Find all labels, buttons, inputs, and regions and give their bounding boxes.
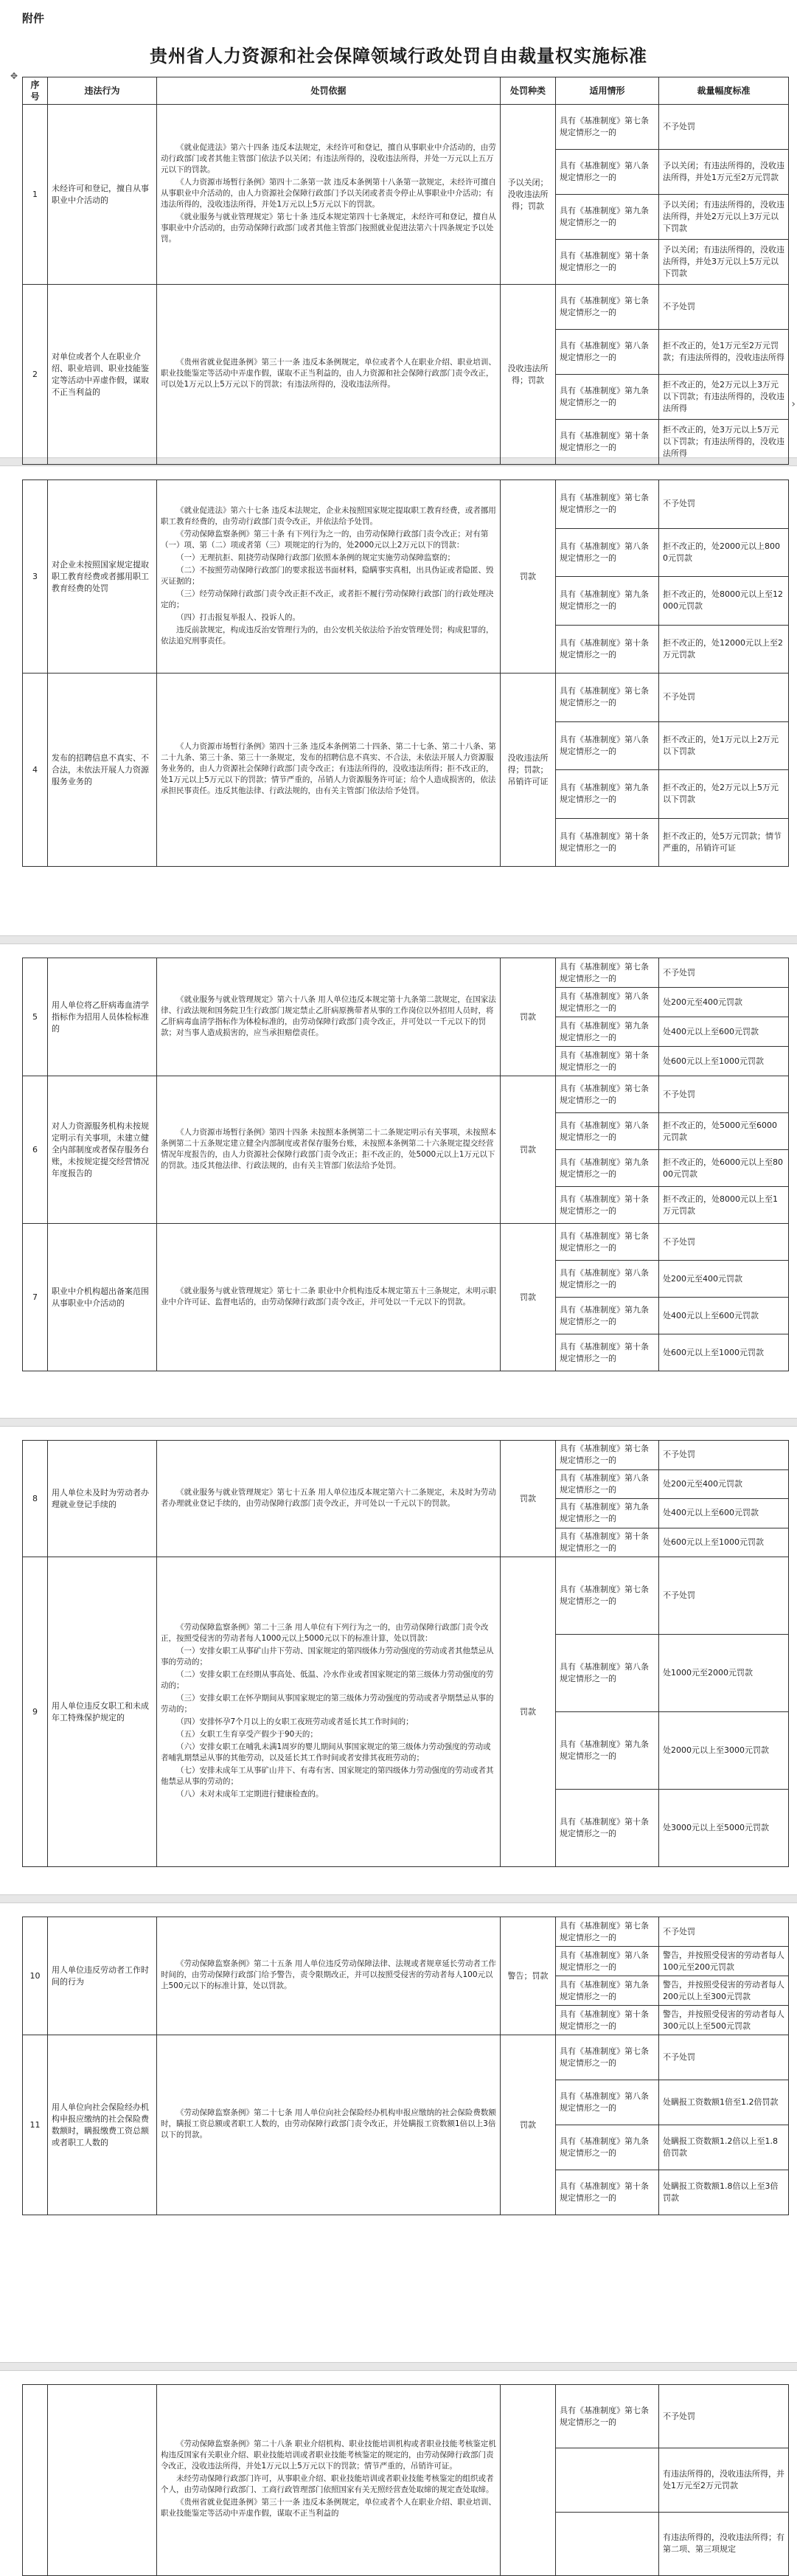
discretion-standard: 处400元以上至600元罚款 <box>659 1499 789 1528</box>
discretion-standard: 处1000元至2000元罚款 <box>659 1635 789 1712</box>
basis-paragraph: 《劳动保障监察条例》第二十三条 用人单位有下列行为之一的，由劳动保障行政部门责令改正，按照受侵害的劳动者每人1000元以上5000元以下的标准计算，处以罚款： <box>161 1623 489 1643</box>
penalty-basis <box>157 1557 501 1867</box>
penalty-type <box>501 2385 556 2576</box>
basis-paragraph: 《人力资源市场暂行条例》第四十二条第一款 违反本条例第十八条第一款规定，未经许可擅自从事职业中介活动的，由人力资源社会保障行政部门予以关闭或者责令停止从事职业中介活动；有违法所得的，没收违法所得，并处1万元以上5万元以下的罚款。 <box>161 178 496 209</box>
applicable-situation: 具有《基准制度》第九条规定情形之一的 <box>556 1150 659 1187</box>
discretion-standard: 拒不改正的，处3万元以上5万元以下罚款；有违法所得的，没收违法所得 <box>659 420 789 465</box>
column-header: 处罚依据 <box>157 77 501 105</box>
table-row <box>23 105 789 150</box>
applicable-situation: 具有《基准制度》第十条规定情形之一的 <box>556 625 659 674</box>
basis-paragraph: 《劳动保障监察条例》第二十五条 用人单位违反劳动保障法律、法规或者规章延长劳动者工作时间的，由劳动保障行政部门给予警告，责令限期改正，并可以按照受侵害的劳动者每人100元以上500元以下的标准计算，处以罚款。 <box>161 1959 496 1990</box>
applicable-situation: 具有《基准制度》第八条规定情形之一的 <box>556 1469 659 1499</box>
discretion-standard: 拒不改正的，处8000元以上至12000元罚款 <box>659 577 789 626</box>
row-number: 5 <box>23 958 48 1076</box>
applicable-situation: 具有《基准制度》第九条规定情形之一的 <box>556 1298 659 1334</box>
applicable-situation: 具有《基准制度》第十条规定情形之一的 <box>556 1187 659 1224</box>
applicable-situation: 具有《基准制度》第十条规定情形之一的 <box>556 240 659 285</box>
discretion-standard: 处600元以上至1000元罚款 <box>659 1528 789 1557</box>
discretion-standard: 拒不改正的，处12000元以上至2万元罚款 <box>659 625 789 674</box>
applicable-situation: 具有《基准制度》第八条规定情形之一的 <box>556 150 659 195</box>
basis-paragraph: 《就业服务与就业管理规定》第六十八条 用人单位违反本规定第十九条第二款规定，在国家法律、行政法规和国务院卫生行政部门规定禁止乙肝病原携带者从事的工作岗位以外招用人员时，将乙肝病毒血清学指标作为体检标准的，由劳动保障行政部门责令改正，并可处以一千元以下的罚款；对当事人造成损害的，应当承担赔偿责任。 <box>161 994 496 1037</box>
penalty-basis <box>157 285 501 465</box>
discretion-standard: 处600元以上至1000元罚款 <box>659 1334 789 1371</box>
basis-paragraph: 《贵州省就业促进条例》第三十一条 违反本条例规定，单位或者个人在职业介绍、职业培训、职业技能鉴定等活动中弄虚作假，谋取不正当利益的，由人力资源和社会保障行政部门责令改正，可以处1万元以上5万元以下的罚款；有违法所得的，没收违法所得。 <box>161 358 496 389</box>
discretion-standard: 不予处罚 <box>659 1441 789 1470</box>
violation-behavior: 对人力资源服务机构未按规定明示有关事项，未建立健全内部制度或者保存服务台账，未按规定提交经营情况年度报告的 <box>48 1076 157 1224</box>
discretion-standard: 警告，并按照受侵害的劳动者每人100元至200元罚款 <box>659 1947 789 1976</box>
row-number <box>23 2385 48 2576</box>
discretion-standard: 拒不改正的，处5万元罚款；情节严重的，吊销许可证 <box>659 818 789 867</box>
discretion-standard: 拒不改正的，处5000元至6000元罚款 <box>659 1113 789 1150</box>
applicable-situation: 具有《基准制度》第十条规定情形之一的 <box>556 1047 659 1076</box>
penalty-basis <box>157 2035 501 2215</box>
applicable-situation: 具有《基准制度》第八条规定情形之一的 <box>556 1113 659 1150</box>
attachment-label: 附件 <box>22 12 45 25</box>
discretion-standard: 处瞒报工资数额1.2倍以上至1.8倍罚款 <box>659 2125 789 2170</box>
discretion-standard: 予以关闭；有违法所得的，没收违法所得，并处1万元至2万元罚款 <box>659 150 789 195</box>
table-row <box>23 1917 789 1947</box>
discretion-standard: 拒不改正的，处2万元以上3万元以下罚款；有违法所得的，没收违法所得 <box>659 375 789 420</box>
discretion-standard: 拒不改正的，处1万元以上2万元以下罚款 <box>659 721 789 770</box>
document-page <box>22 77 788 465</box>
discretion-standard: 拒不改正的，处8000元以上至1万元罚款 <box>659 1187 789 1224</box>
discretion-standard: 处600元以上至1000元罚款 <box>659 1047 789 1076</box>
applicable-situation: 具有《基准制度》第七条规定情形之一的 <box>556 2385 659 2448</box>
penalty-basis <box>157 674 501 867</box>
discretion-standard: 处400元以上至600元罚款 <box>659 1017 789 1047</box>
applicable-situation <box>556 2448 659 2512</box>
row-number: 4 <box>23 674 48 867</box>
applicable-situation: 具有《基准制度》第九条规定情形之一的 <box>556 770 659 819</box>
basis-paragraph: （四）打击报复举报人、投诉人的。 <box>176 612 300 622</box>
applicable-situation: 具有《基准制度》第九条规定情形之一的 <box>556 1712 659 1790</box>
penalty-basis <box>157 1441 501 1557</box>
violation-behavior: 用人单位向社会保险经办机构申报应缴纳的社会保险费数额时，瞒报缴费工资总额或者职工人数的 <box>48 2035 157 2215</box>
applicable-situation: 具有《基准制度》第九条规定情形之一的 <box>556 195 659 240</box>
basis-paragraph: （一）安排女职工从事矿山井下劳动、国家规定的第四级体力劳动强度的劳动或者其他禁忌从事的劳动的； <box>161 1647 494 1666</box>
basis-paragraph: （一）无理抗拒、阻挠劳动保障行政部门依照本条例的规定实施劳动保障监察的； <box>176 553 455 562</box>
discretion-standard: 不予处罚 <box>659 1224 789 1261</box>
discretion-standard: 不予处罚 <box>659 1917 789 1947</box>
discretion-standard: 不予处罚 <box>659 285 789 330</box>
applicable-situation: 具有《基准制度》第十条规定情形之一的 <box>556 420 659 465</box>
penalty-type: 罚款 <box>501 958 556 1076</box>
document-page <box>22 479 788 867</box>
document-page <box>22 2384 788 2576</box>
discretion-standard: 处瞒报工资数额1倍至1.2倍罚款 <box>659 2080 789 2125</box>
basis-paragraph: （五）女职工生育享受产假少于90天的； <box>176 1730 318 1739</box>
table-row <box>23 1441 789 1470</box>
applicable-situation: 具有《基准制度》第七条规定情形之一的 <box>556 2035 659 2080</box>
discretion-standard: 不予处罚 <box>659 958 789 988</box>
applicable-situation: 具有《基准制度》第十条规定情形之一的 <box>556 818 659 867</box>
applicable-situation: 具有《基准制度》第七条规定情形之一的 <box>556 1224 659 1261</box>
discretion-standard: 处3000元以上至5000元罚款 <box>659 1790 789 1867</box>
table-row <box>23 1076 789 1113</box>
table-move-handle-icon[interactable]: ✥ <box>10 71 18 81</box>
penalty-standards-table <box>22 479 789 867</box>
violation-behavior: 职业中介机构超出备案范围从事职业中介活动的 <box>48 1224 157 1371</box>
applicable-situation: 具有《基准制度》第九条规定情形之一的 <box>556 577 659 626</box>
discretion-standard: 处200元至400元罚款 <box>659 988 789 1017</box>
basis-paragraph: 《人力资源市场暂行条例》第四十三条 违反本条例第二十四条、第二十七条、第二十八条、第二十九条、第三十条、第三十一条规定，发布的招聘信息不真实、不合法，未依法开展人力资源服务业务的，由人力资源社会保障行政部门责令改正；有违法所得的，没收违法所得；拒不改正的，处1万元以上5万元以下的罚款；情节严重的，吊销人力资源服务许可证；给个人造成损害的，依法承担民事责任。违反其他法律、行政法规的，由有关主管部门依法给予处罚。 <box>161 742 496 795</box>
applicable-situation: 具有《基准制度》第十条规定情形之一的 <box>556 2006 659 2035</box>
applicable-situation: 具有《基准制度》第八条规定情形之一的 <box>556 330 659 375</box>
basis-paragraph: （六）安排女职工在哺乳未满1周岁的婴儿期间从事国家规定的第三级体力劳动强度的劳动或者哺乳期禁忌从事的其他劳动，以及延长其工作时间或者安排其夜班劳动的； <box>161 1742 491 1762</box>
discretion-standard: 不予处罚 <box>659 674 789 722</box>
penalty-basis <box>157 1076 501 1224</box>
table-row <box>23 285 789 330</box>
applicable-situation: 具有《基准制度》第八条规定情形之一的 <box>556 2080 659 2125</box>
row-number: 8 <box>23 1441 48 1557</box>
table-row <box>23 2385 789 2448</box>
penalty-type: 罚款 <box>501 2035 556 2215</box>
discretion-standard: 不予处罚 <box>659 1076 789 1113</box>
penalty-type: 警告；罚款 <box>501 1917 556 2035</box>
penalty-type: 罚款 <box>501 1224 556 1371</box>
discretion-standard: 处400元以上至600元罚款 <box>659 1298 789 1334</box>
basis-paragraph: （七）安排未成年工从事矿山井下、有毒有害、国家规定的第四级体力劳动强度的劳动或者其他禁忌从事的劳动的； <box>161 1766 494 1786</box>
applicable-situation: 具有《基准制度》第十条规定情形之一的 <box>556 2170 659 2215</box>
row-number: 6 <box>23 1076 48 1224</box>
basis-paragraph: （三）安排女职工在怀孕期间从事国家规定的第三级体力劳动强度的劳动或者孕期禁忌从事的劳动的； <box>161 1694 494 1714</box>
applicable-situation: 具有《基准制度》第九条规定情形之一的 <box>556 1017 659 1047</box>
penalty-type: 没收违法所得；罚款；吊销许可证 <box>501 674 556 867</box>
penalty-basis <box>157 958 501 1076</box>
applicable-situation: 具有《基准制度》第八条规定情形之一的 <box>556 721 659 770</box>
basis-paragraph: （二）安排女职工在经期从事高处、低温、冷水作业或者国家规定的第三级体力劳动强度的劳动的； <box>161 1670 494 1690</box>
column-header: 处罚种类 <box>501 77 556 105</box>
discretion-standard: 有违法所得的，没收违法所得，并处1万元至2万元罚款 <box>659 2448 789 2512</box>
table-row <box>23 674 789 722</box>
document-page <box>22 1440 788 1867</box>
row-number: 9 <box>23 1557 48 1867</box>
applicable-situation: 具有《基准制度》第十条规定情形之一的 <box>556 1528 659 1557</box>
table-row <box>23 480 789 529</box>
discretion-standard: 警告，并按照受侵害的劳动者每人300元以上至500元罚款 <box>659 2006 789 2035</box>
basis-paragraph: 《就业促进法》第六十四条 违反本法规定，未经许可和登记，擅自从事职业中介活动的，由劳动行政部门或者其他主管部门依法予以关闭；有违法所得的，没收违法所得，并处一万元以上五万元以下的罚款。 <box>161 143 496 174</box>
discretion-standard: 处瞒报工资数额1.8倍以上至3倍罚款 <box>659 2170 789 2215</box>
penalty-type: 罚款 <box>501 1557 556 1867</box>
applicable-situation: 具有《基准制度》第七条规定情形之一的 <box>556 480 659 529</box>
penalty-basis <box>157 1917 501 2035</box>
column-header: 适用情形 <box>556 77 659 105</box>
discretion-standard: 不予处罚 <box>659 2385 789 2448</box>
applicable-situation: 具有《基准制度》第七条规定情形之一的 <box>556 1557 659 1635</box>
violation-behavior: 未经许可和登记，擅自从事职业中介活动的 <box>48 105 157 285</box>
applicable-situation: 具有《基准制度》第七条规定情形之一的 <box>556 674 659 722</box>
column-header: 裁量幅度标准 <box>659 77 789 105</box>
page-separator <box>0 1894 797 1903</box>
penalty-type: 罚款 <box>501 480 556 674</box>
penalty-type: 予以关闭；没收违法所得；罚款 <box>501 105 556 285</box>
applicable-situation: 具有《基准制度》第七条规定情形之一的 <box>556 1917 659 1947</box>
discretion-standard: 不予处罚 <box>659 480 789 529</box>
violation-behavior: 用人单位违反劳动者工作时间的行为 <box>48 1917 157 2035</box>
row-number: 2 <box>23 285 48 465</box>
basis-paragraph: 《劳动保障监察条例》第三十条 有下列行为之一的，由劳动保障行政部门责令改正；对有第（一）项、第（二）项或者第（三）项规定的行为的，处2000元以上2万元以下的罚款： <box>161 529 489 550</box>
discretion-standard: 拒不改正的，处2万元以上5万元以下罚款 <box>659 770 789 819</box>
basis-paragraph: 《劳动保障监察条例》第二十八条 职业介绍机构、职业技能培训机构或者职业技能考核鉴定机构违反国家有关职业介绍、职业技能培训或者职业技能考核鉴定的规定的，由劳动保障行政部门责令改正，没收违法所得，并处1万元以上5万元以下的罚款；情节严重的，吊销许可证。 <box>161 2440 496 2471</box>
table-row <box>23 958 789 988</box>
applicable-situation: 具有《基准制度》第八条规定情形之一的 <box>556 528 659 577</box>
row-number: 11 <box>23 2035 48 2215</box>
penalty-type: 没收违法所得；罚款 <box>501 285 556 465</box>
page-separator <box>0 935 797 944</box>
table-row <box>23 1224 789 1261</box>
violation-behavior: 对单位或者个人在职业介绍、职业培训、职业技能鉴定等活动中弄虚作假，谋取不正当利益的 <box>48 285 157 465</box>
applicable-situation: 具有《基准制度》第七条规定情形之一的 <box>556 958 659 988</box>
penalty-standards-table <box>22 2384 789 2576</box>
applicable-situation <box>556 2512 659 2575</box>
discretion-standard: 予以关闭；有违法所得的，没收违法所得，并处2万元以上3万元以下罚款 <box>659 195 789 240</box>
discretion-standard: 拒不改正的，处1万元至2万元罚款；有违法所得的，没收违法所得 <box>659 330 789 375</box>
row-number: 1 <box>23 105 48 285</box>
applicable-situation: 具有《基准制度》第八条规定情形之一的 <box>556 1947 659 1976</box>
applicable-situation: 具有《基准制度》第八条规定情形之一的 <box>556 1635 659 1712</box>
discretion-standard: 拒不改正的，处2000元以上8000元罚款 <box>659 528 789 577</box>
basis-paragraph: 《贵州省就业促进条例》第三十一条 违反本条例规定，单位或者个人在职业介绍、职业培训、职业技能鉴定等活动中弄虚作假，谋取不正当利益的 <box>161 2498 496 2518</box>
penalty-basis <box>157 480 501 674</box>
penalty-standards-table <box>22 958 789 1371</box>
row-number: 3 <box>23 480 48 674</box>
discretion-standard: 警告，并按照受侵害的劳动者每人200元以上至300元罚款 <box>659 1976 789 2006</box>
violation-behavior: 对企业未按照国家规定提取职工教育经费或者挪用职工教育经费的处罚 <box>48 480 157 674</box>
penalty-type: 罚款 <box>501 1441 556 1557</box>
table-header-row <box>23 77 789 105</box>
document-title: 贵州省人力资源和社会保障领域行政处罚自由裁量权实施标准 <box>150 46 647 66</box>
applicable-situation: 具有《基准制度》第八条规定情形之一的 <box>556 1261 659 1298</box>
basis-paragraph: 《劳动保障监察条例》第二十七条 用人单位向社会保险经办机构申报应缴纳的社会保险费数额时，瞒报工资总额或者职工人数的，由劳动保障行政部门责令改正，并处瞒报工资数额1倍以上3倍以下的罚款。 <box>161 2108 496 2139</box>
violation-behavior: 用人单位违反女职工和未成年工特殊保护规定的 <box>48 1557 157 1867</box>
penalty-standards-table <box>22 1440 789 1867</box>
applicable-situation: 具有《基准制度》第八条规定情形之一的 <box>556 988 659 1017</box>
penalty-standards-table <box>22 1917 789 2215</box>
violation-behavior <box>48 2385 157 2576</box>
applicable-situation: 具有《基准制度》第七条规定情形之一的 <box>556 105 659 150</box>
applicable-situation: 具有《基准制度》第七条规定情形之一的 <box>556 1441 659 1470</box>
applicable-situation: 具有《基准制度》第十条规定情形之一的 <box>556 1790 659 1867</box>
row-number: 7 <box>23 1224 48 1371</box>
penalty-basis <box>157 2385 501 2576</box>
applicable-situation: 具有《基准制度》第九条规定情形之一的 <box>556 1499 659 1528</box>
page-separator <box>0 1418 797 1427</box>
basis-paragraph: 违反前款规定，构成违反治安管理行为的，由公安机关依法给予治安管理处罚；构成犯罪的，依法追究刑事责任。 <box>161 625 494 645</box>
discretion-standard: 处200元至400元罚款 <box>659 1261 789 1298</box>
document-page <box>22 958 788 1371</box>
penalty-basis <box>157 105 501 285</box>
table-row <box>23 1557 789 1635</box>
basis-paragraph: （二）不按照劳动保障行政部门的要求报送书面材料，隐瞒事实真相，出具伪证或者隐匿、毁灭证据的； <box>161 565 494 586</box>
applicable-situation: 具有《基准制度》第九条规定情形之一的 <box>556 375 659 420</box>
discretion-standard: 不予处罚 <box>659 2035 789 2080</box>
discretion-standard: 处200元至400元罚款 <box>659 1469 789 1499</box>
discretion-standard: 不予处罚 <box>659 105 789 150</box>
violation-behavior: 用人单位将乙肝病毒血清学指标作为招用人员体检标准的 <box>48 958 157 1076</box>
row-number: 10 <box>23 1917 48 2035</box>
penalty-type: 罚款 <box>501 1076 556 1224</box>
basis-paragraph: （三）经劳动保障行政部门责令改正拒不改正，或者拒不履行劳动保障行政部门的行政处理决定的； <box>161 589 494 609</box>
column-header: 违法行为 <box>48 77 157 105</box>
basis-paragraph: 《就业服务与就业管理规定》第七十五条 用人单位违反本规定第六十二条规定，未及时为劳动者办理就业登记手续的，由劳动保障行政部门责令改正，并可处以一千元以下的罚款。 <box>161 1487 496 1508</box>
applicable-situation: 具有《基准制度》第九条规定情形之一的 <box>556 1976 659 2006</box>
discretion-standard: 予以关闭；有违法所得的，没收违法所得，并处3万元以上5万元以下罚款 <box>659 240 789 285</box>
page-separator <box>0 2362 797 2371</box>
basis-paragraph: 未经劳动保障行政部门许可，从事职业介绍、职业技能培训或者职业技能考核鉴定的组织或者个人，由劳动保障行政部门、工商行政管理部门依照国家有关无照经营查处取缔的规定查处取缔。 <box>161 2474 494 2495</box>
violation-behavior: 发布的招聘信息不真实、不合法，未依法开展人力资源服务业务的 <box>48 674 157 867</box>
applicable-situation: 具有《基准制度》第九条规定情形之一的 <box>556 2125 659 2170</box>
column-header: 序号 <box>23 77 48 105</box>
discretion-standard: 处2000元以上至3000元罚款 <box>659 1712 789 1790</box>
penalty-standards-table <box>22 77 789 465</box>
applicable-situation: 具有《基准制度》第七条规定情形之一的 <box>556 285 659 330</box>
applicable-situation: 具有《基准制度》第七条规定情形之一的 <box>556 1076 659 1113</box>
basis-paragraph: 《人力资源市场暂行条例》第四十四条 未按照本条例第二十二条规定明示有关事项，未按照本条例第二十五条规定建立健全内部制度或者保存服务台账，未按照本条例第二十六条规定提交经营情况年度报告的，由人力资源社会保障行政部门责令改正；拒不改正的，处5000元以上1万元以下的罚款。违反其他法律、行政法规的，由有关主管部门依法给予处罚。 <box>161 1127 496 1170</box>
basis-paragraph: 《就业促进法》第六十七条 违反本法规定，企业未按照国家规定提取职工教育经费，或者挪用职工教育经费的，由劳动行政部门责令改正，并依法给予处罚。 <box>161 505 496 526</box>
discretion-standard: 有违法所得的，没收违法所得；有第二项、第三项规定 <box>659 2512 789 2575</box>
basis-paragraph: （八）未对未成年工定期进行健康检查的。 <box>176 1790 324 1798</box>
table-row <box>23 2035 789 2080</box>
discretion-standard: 拒不改正的，处6000元以上至8000元罚款 <box>659 1150 789 1187</box>
penalty-basis <box>157 1224 501 1371</box>
document-page <box>22 1917 788 2215</box>
basis-paragraph: 《就业服务与就业管理规定》第七十二条 职业中介机构违反本规定第五十三条规定，未明示职业中介许可证、监督电话的，由劳动保障行政部门责令改正，并可处以一千元以下的罚款。 <box>161 1286 496 1306</box>
violation-behavior: 用人单位未及时为劳动者办理就业登记手续的 <box>48 1441 157 1557</box>
applicable-situation: 具有《基准制度》第十条规定情形之一的 <box>556 1334 659 1371</box>
basis-paragraph: （四）安排怀孕7个月以上的女职工夜班劳动或者延长其工作时间的； <box>176 1717 414 1726</box>
side-collapse-icon[interactable]: › <box>791 398 796 410</box>
basis-paragraph: 《就业服务与就业管理规定》第七十条 违反本规定第四十七条规定，未经许可和登记，擅自从事职业中介活动的，由劳动保障行政部门或者其他主管部门按照就业促进法第六十四条规定予以处罚。 <box>161 212 496 243</box>
discretion-standard: 不予处罚 <box>659 1557 789 1635</box>
